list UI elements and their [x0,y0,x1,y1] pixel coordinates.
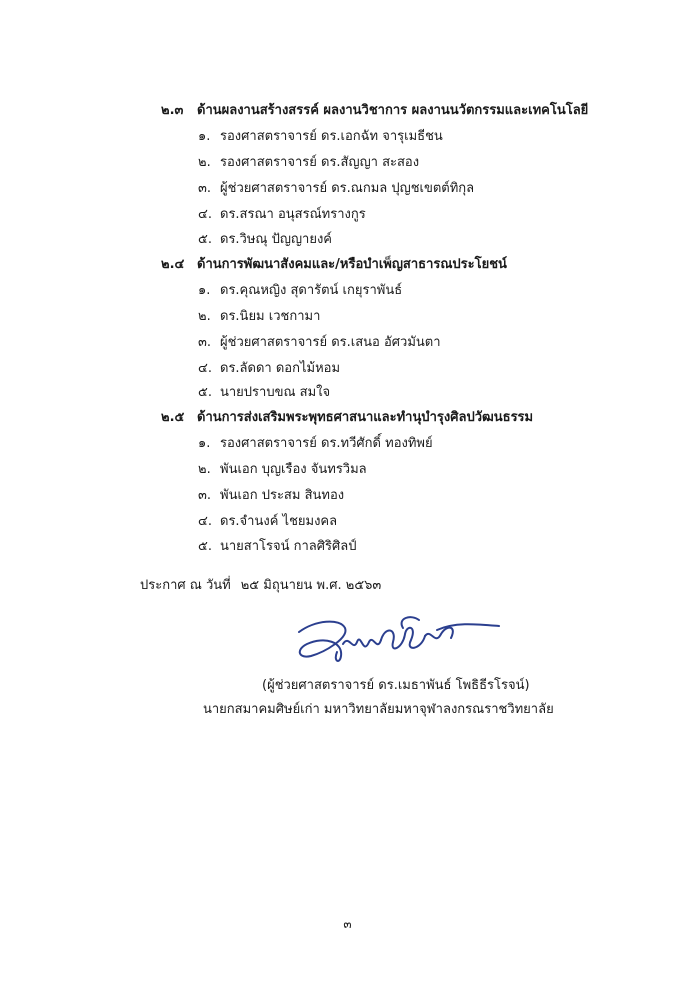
item-number: ๓. [198,181,212,196]
item-number: ๕. [198,232,212,247]
list-item [198,281,402,301]
section-number: ๒.๕ [161,410,185,425]
item-name: นายสาโรจน์ กาลศิริศิลป์ [220,539,357,554]
section-heading-2-5 [161,408,533,428]
item-name: รองศาสตราจารย์ ดร.ทวีศักดิ์ ทองทิพย์ [220,436,433,451]
item-number: ๑. [198,129,211,144]
item-number: ๕. [198,385,212,400]
list-item [198,460,367,480]
item-name: ผู้ช่วยศาสตราจารย์ ดร.เสนอ อัศวมันตา [220,335,441,350]
item-number: ๕. [198,539,212,554]
item-number: ๒. [198,155,211,170]
list-item [198,127,443,147]
item-number: ๓. [198,488,212,503]
list-item [198,230,332,250]
signer-title: นายกสมาคมศิษย์เก่า มหาวิทยาลัยมหาจุฬาลงกรณราชวิทยาลัย [203,702,554,717]
section-heading-2-4 [161,255,507,275]
item-number: ๒. [198,462,211,477]
item-name: ดร.ลัดดา ดอกไม้หอม [220,361,341,376]
item-name: พันเอก บุญเรือง จันทรวิมล [220,462,367,477]
list-item [198,383,330,403]
item-name: ดร.คุณหญิง สุดารัตน์ เกยุราพันธ์ [220,283,403,298]
section-title: ด้านการพัฒนาสังคมและ/หรือบำเพ็ญสาธารณประโยชน์ [197,257,507,272]
signature-graphic [285,612,505,672]
section-number: ๒.๓ [161,103,184,118]
item-name: ผู้ช่วยศาสตราจารย์ ดร.ณกมล ปุญชเขตต์ทิกุล [220,181,475,196]
list-item [198,153,419,173]
section-title: ด้านการส่งเสริมพระพุทธศาสนาและทำนุบำรุงศิลปวัฒนธรรม [197,410,534,425]
item-name: รองศาสตราจารย์ ดร.สัญญา สะสอง [220,155,420,170]
item-number: ๑. [198,283,211,298]
signer-name: (ผู้ช่วยศาสตราจารย์ ดร.เมธาพันธ์ โพธิธีรโรจน์) [262,678,530,693]
list-item [198,512,337,532]
list-item [198,205,366,225]
section-title: ด้านผลงานสร้างสรรค์ ผลงานวิชาการ ผลงานนวัตกรรมและเทคโนโลยี [197,103,589,118]
list-item [198,486,344,506]
item-number: ๔. [198,361,212,376]
announcement-prefix: ประกาศ ณ วันที่ [140,578,231,593]
item-name: พันเอก ประสม สินทอง [220,488,345,503]
item-number: ๑. [198,436,211,451]
section-heading-2-3 [161,101,588,121]
item-name: ดร.นิยม เวชกามา [220,309,321,324]
item-name: ดร.สรณา อนุสรณ์ทรางกูร [220,207,366,222]
item-name: ดร.วิษณุ ปัญญายงค์ [220,232,332,247]
list-item [198,359,340,379]
section-number: ๒.๔ [161,257,185,272]
list-item [198,434,433,454]
item-name: ดร.จำนงค์ ไชยมงคล [220,514,338,529]
item-number: ๔. [198,514,212,529]
list-item [198,333,441,353]
item-name: รองศาสตราจารย์ ดร.เอกฉัท จารุเมธีชน [220,129,443,144]
announcement-line [140,576,381,596]
item-name: นายปราบขณ สมใจ [220,385,331,400]
list-item [198,537,356,557]
item-number: ๒. [198,309,211,324]
list-item [198,307,320,327]
page-number: ๓ [343,917,352,931]
item-number: ๓. [198,335,212,350]
list-item [198,179,474,199]
item-number: ๔. [198,207,212,222]
handwritten-signature [285,612,505,676]
announcement-date: ๒๕ มิถุนายน พ.ศ. ๒๕๖๓ [240,578,382,593]
